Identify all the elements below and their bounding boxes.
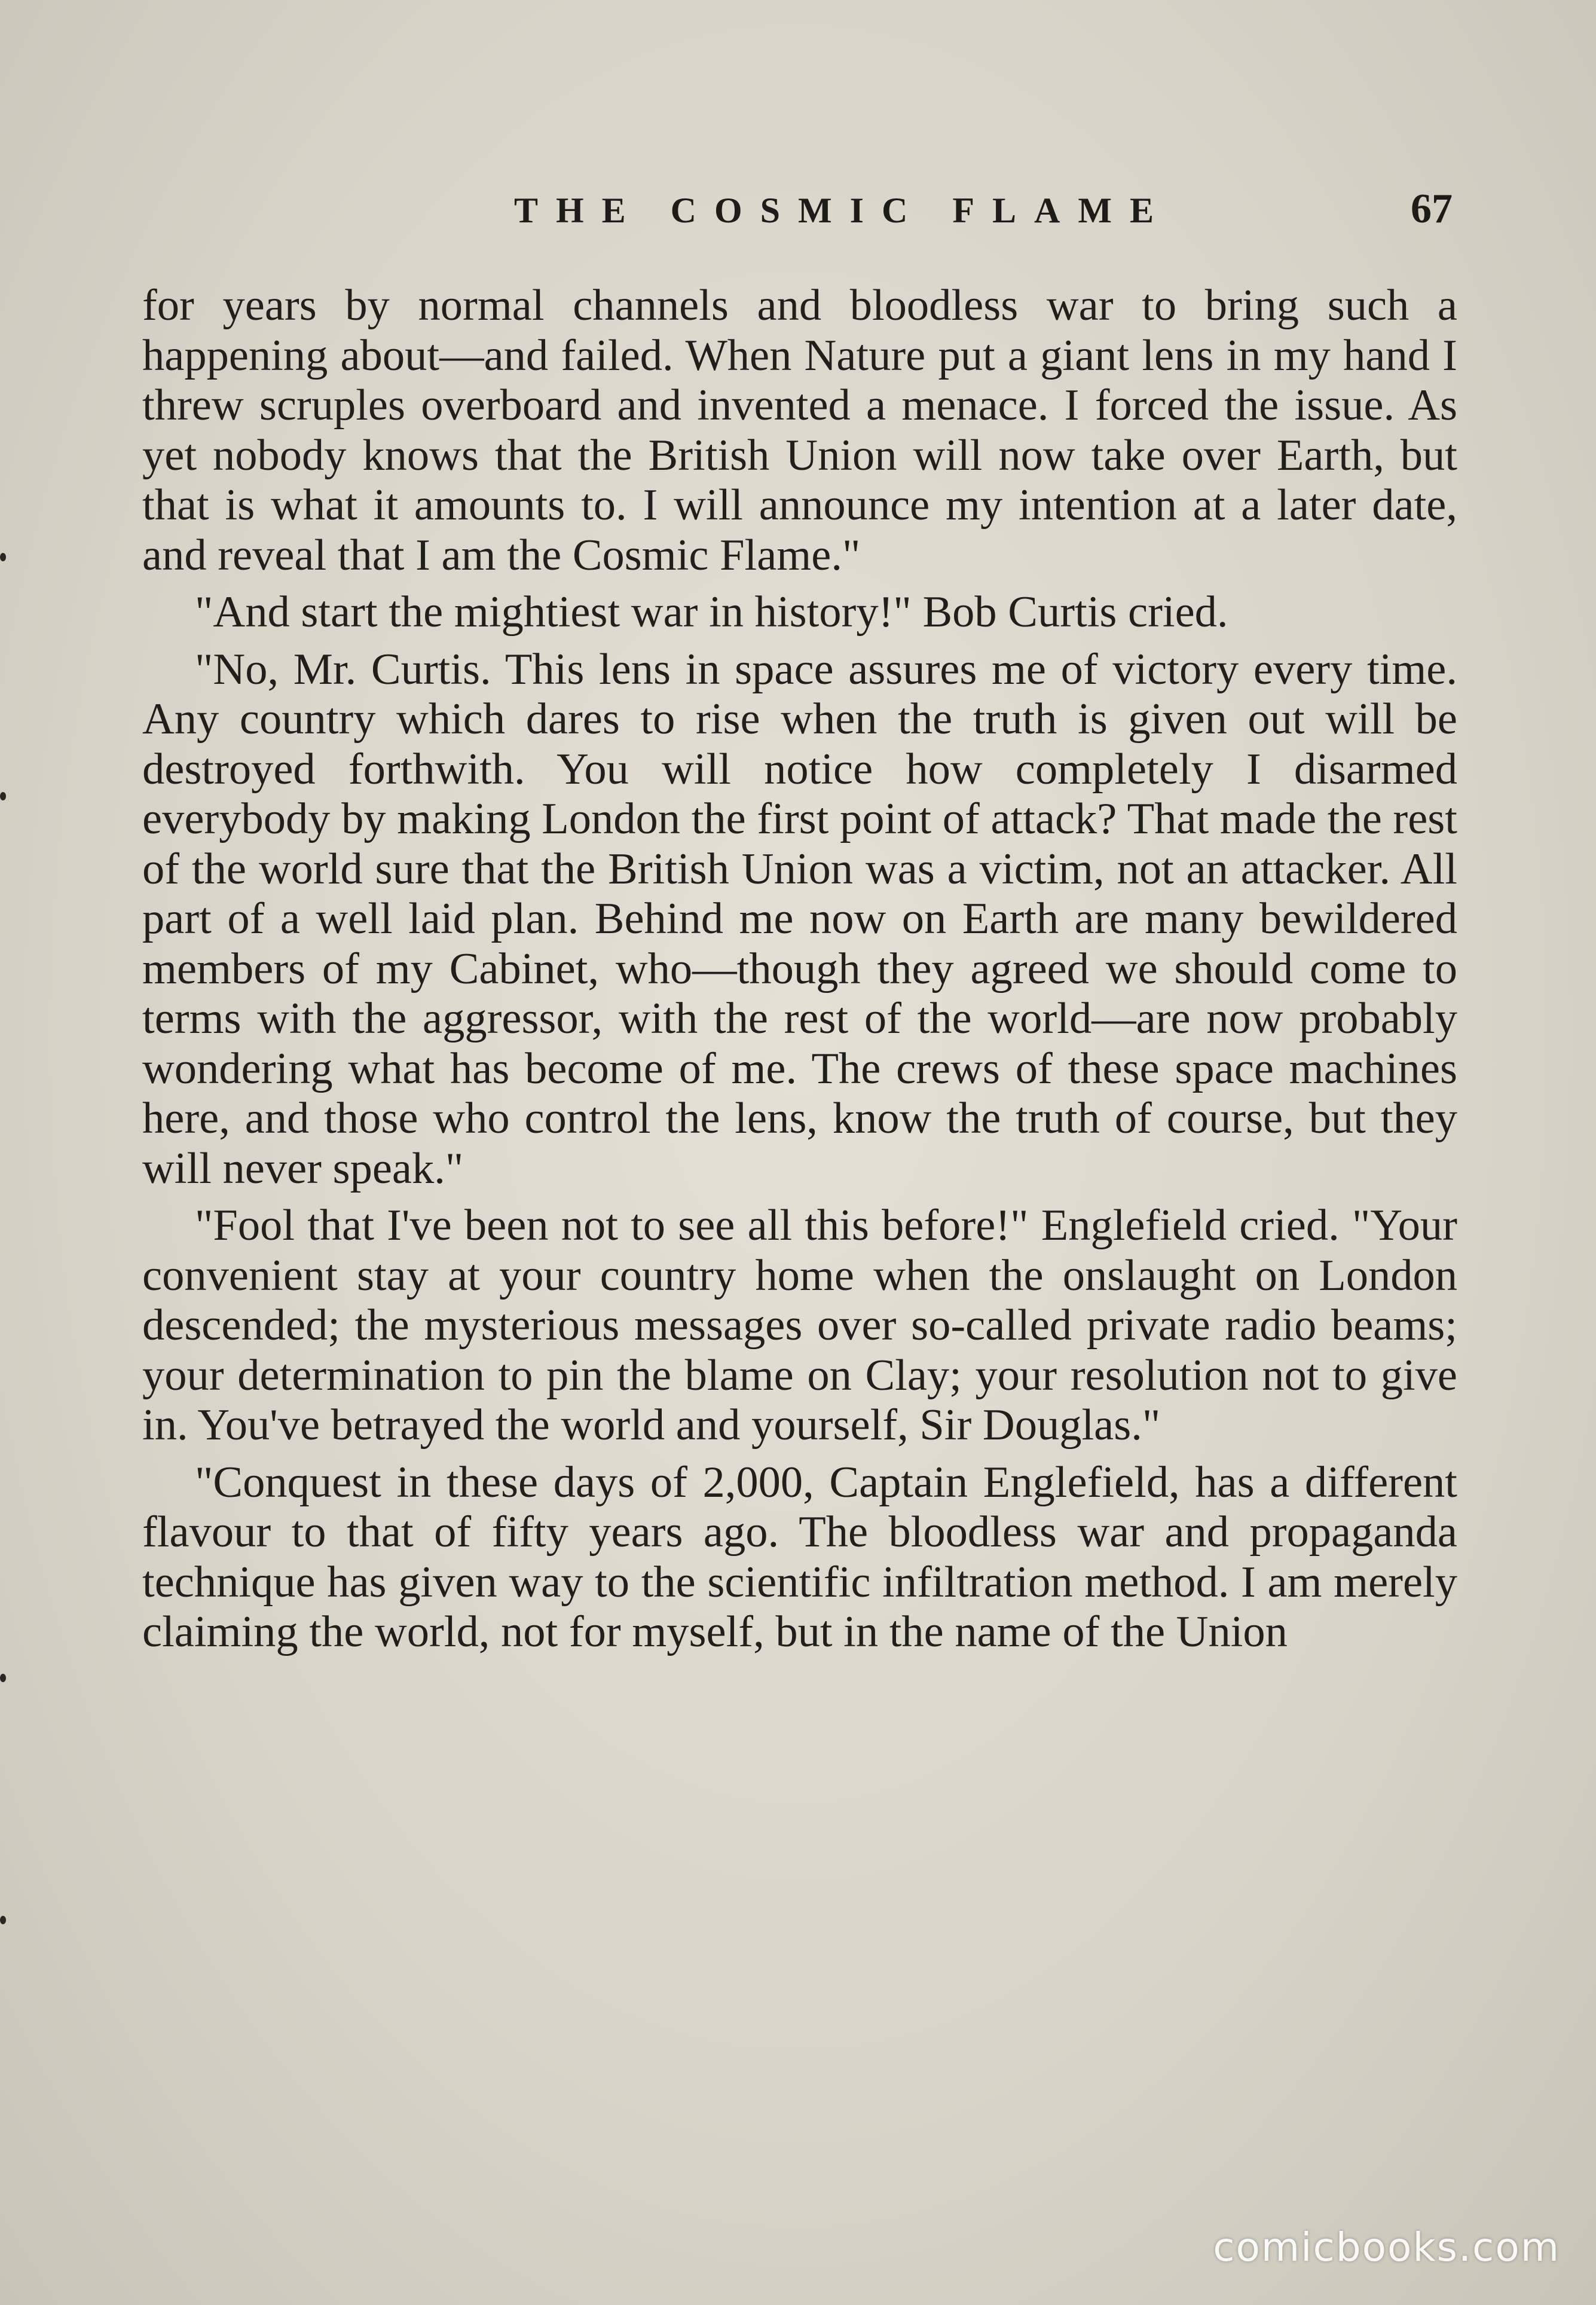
paragraph: "And start the mightiest war in history!" Bob Curtis cried. <box>195 588 1228 637</box>
paragraph: "No, Mr. Curtis. This lens in space assures me of victory every time. Any country which dares to rise when the truth is given out will be destroyed forthwith. You will notice how completely I disarmed everybody by making London the first point of attack? That made the rest of the world sure that the British Union was a victim, not an attacker. All part of a well laid plan. Behind me now on Earth are many bewildered members of my Cabinet, who—though they agreed we should come to terms with the aggressor, with the rest of the world—are now probably wondering what has become of me. The crews of these space machines here, and those who control the lens, know the truth of course, but they will never speak." <box>142 644 1457 1193</box>
margin-mark <box>0 1916 6 1924</box>
paragraph: for years by normal channels and bloodless war to bring such a happening about—and failed. When Nature put a giant lens in my hand I threw scruples overboard and invented a menace. I forced the issue. As yet nobody knows that the British Union will now take over Earth, but that is what it amounts to. I will announce my intention at a later date, and reveal that I am the Cosmic Flame." <box>142 281 1457 580</box>
paragraph: "Fool that I've been not to see all this before!" Englefield cried. "Your convenient stay at your country home when the onslaught on London descended; the mysterious messages over so-called private radio beams; your determination to pin the blame on Clay; your resolution not to give in. You've betrayed the world and yourself, Sir Douglas." <box>142 1201 1457 1450</box>
margin-mark <box>0 1674 6 1682</box>
paragraph: "Conquest in these days of 2,000, Captain Englefield, has a different flavour to that of fifty years ago. The bloodless war and propaganda technique has given way to the scientific infiltration method. I am merely claiming the world, not for myself, but in the name of the Union <box>142 1457 1457 1656</box>
running-head <box>143 186 1453 244</box>
body-text <box>142 281 1457 1665</box>
running-title: THE COSMIC FLAME <box>513 191 1172 230</box>
margin-mark <box>0 553 6 561</box>
page-number: 67 <box>1411 186 1453 232</box>
margin-mark <box>0 792 6 800</box>
watermark: comicbooks.com <box>1213 2224 1560 2270</box>
